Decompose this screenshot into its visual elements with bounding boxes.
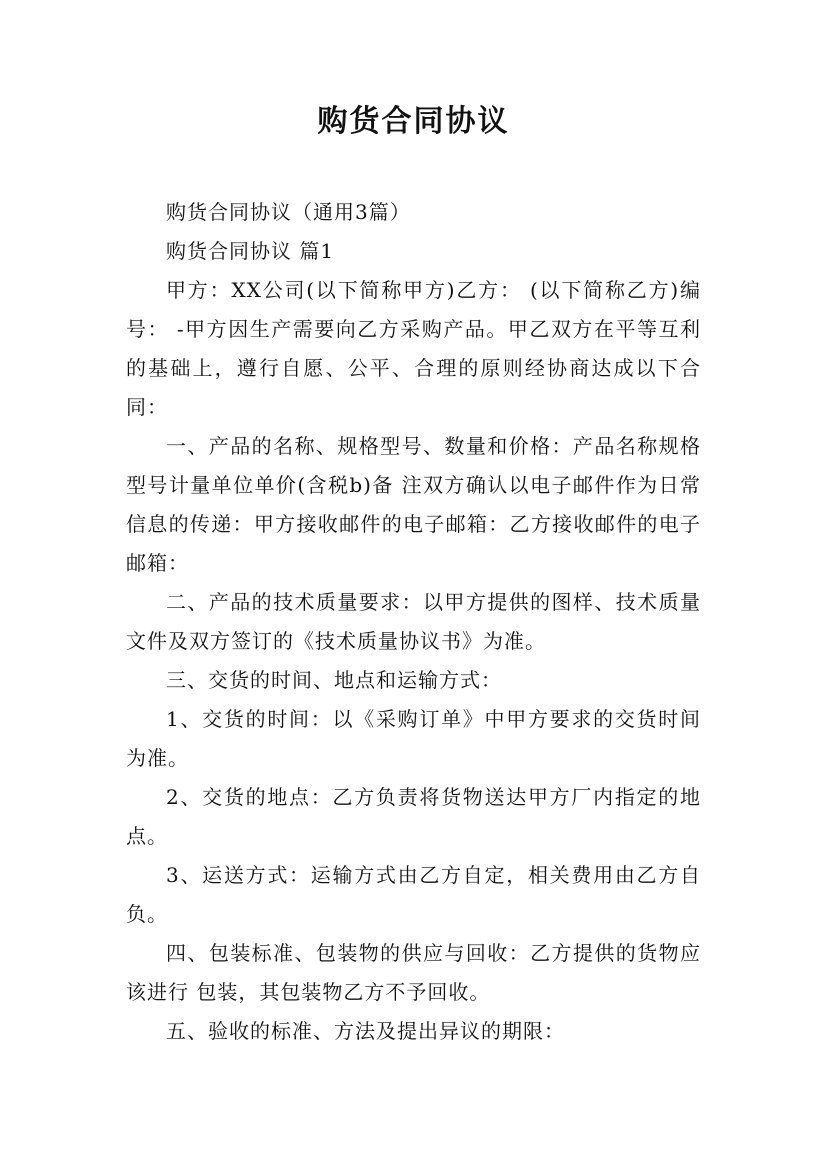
paragraph-clause-3-3: 3、运送方式：运输方式由乙方自定，相关费用由乙方自负。 bbox=[126, 863, 701, 926]
paragraph-parties: 甲方：XX公司(以下简称甲方)乙方： (以下简称乙方)编号： -甲方因生产需要向乙方采购产品。甲乙双方在平等互利的基础上，遵行自愿、公平、合理的原则经协商达成以下合同： bbox=[126, 278, 701, 419]
paragraph-clause-3-1: 1、交货的时间：以《采购订单》中甲方要求的交货时间为准。 bbox=[126, 707, 701, 770]
paragraph-clause-3-2: 2、交货的地点：乙方负责将货物送达甲方厂内指定的地点。 bbox=[126, 785, 701, 848]
paragraph-section-heading: 购货合同协议 篇1 bbox=[166, 239, 335, 263]
document-body bbox=[126, 193, 701, 1051]
paragraph-subtitle: 购货合同协议（通用3篇） bbox=[166, 200, 411, 224]
paragraph-clause-2: 二、产品的技术质量要求：以甲方提供的图样、技术质量文件及双方签订的《技术质量协议书》为准。 bbox=[126, 590, 701, 653]
document-title: 购货合同协议 bbox=[317, 104, 510, 139]
paragraph-clause-3: 三、交货的时间、地点和运输方式： bbox=[166, 668, 502, 692]
paragraph-clause-4: 四、包装标准、包装物的供应与回收：乙方提供的货物应该进行 包装，其包装物乙方不予回收。 bbox=[126, 941, 701, 1004]
paragraph-clause-1: 一、产品的名称、规格型号、数量和价格：产品名称规格型号计量单位单价(含税b)备 注双方确认以电子邮件作为日常信息的传递：甲方接收邮件的电子邮箱：乙方接收邮件的电子邮箱： bbox=[126, 434, 701, 575]
paragraph-clause-5: 五、验收的标准、方法及提出异议的期限： bbox=[166, 1019, 565, 1043]
